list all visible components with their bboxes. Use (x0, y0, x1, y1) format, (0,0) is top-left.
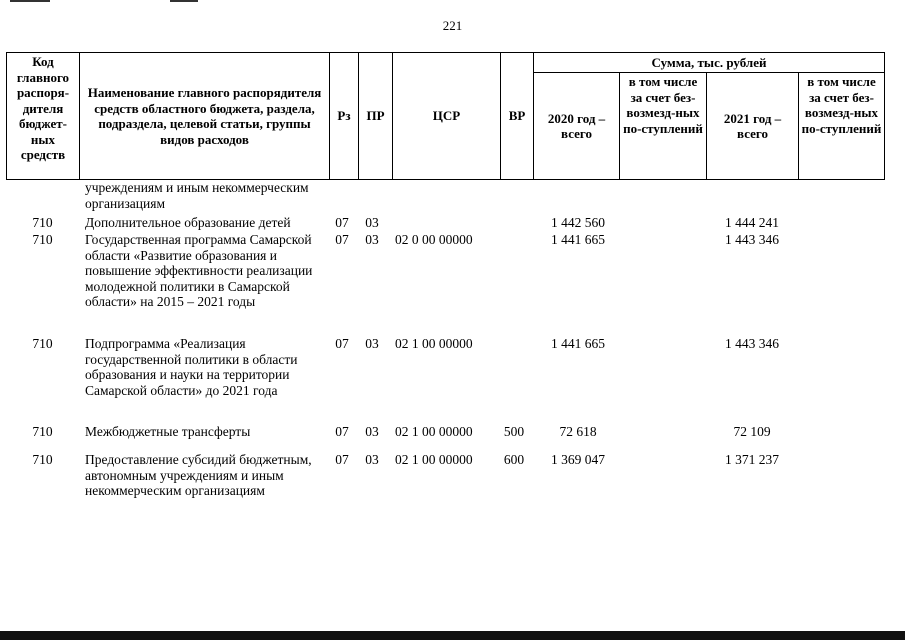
row-sum-2021: 1 444 241 (725, 215, 779, 230)
row-pr: 03 (365, 336, 379, 351)
header-2020-incl: в том числе за счет без-возмезд-ных по-ступлений (620, 73, 707, 180)
header-sum: Сумма, тыс. рублей (534, 53, 885, 73)
row-sum-2020: 1 441 665 (551, 232, 605, 247)
header-2021-total: 2021 год – всего (707, 73, 799, 180)
row-sum-2020: 72 618 (559, 424, 597, 439)
row-csr: 02 1 00 00000 (395, 452, 473, 467)
header-vr: ВР (501, 53, 534, 180)
row-pr: 03 (365, 232, 379, 247)
row-rz: 07 (335, 232, 349, 247)
header-pr: ПР (359, 53, 393, 180)
row-code: 710 (32, 215, 53, 230)
header-code: Код главного распоря-дителя бюджет-ных средств (7, 53, 80, 180)
page-number: 221 (442, 18, 463, 33)
row-sum-2020: 1 441 665 (551, 336, 605, 351)
row-vr: 500 (503, 424, 525, 439)
table-row (6, 180, 884, 215)
row-code: 710 (32, 452, 53, 467)
row-sum-2021: 1 443 346 (725, 336, 779, 351)
table-row (6, 215, 884, 232)
row-pr: 03 (365, 215, 379, 230)
row-sum-2021: 1 443 346 (725, 232, 779, 247)
row-sum-2020: 1 442 560 (551, 215, 605, 230)
header-2021-incl: в том числе за счет без-возмезд-ных по-ступлений (799, 73, 885, 180)
table-body (6, 180, 884, 518)
row-name: Межбюджетные трансферты (85, 424, 251, 439)
row-name: учреждениям и иным некоммерческим организациям (85, 180, 309, 211)
header-csr: ЦСР (393, 53, 501, 180)
table-row (6, 452, 884, 518)
row-pr: 03 (365, 452, 379, 467)
row-code: 710 (32, 232, 53, 247)
row-csr: 02 1 00 00000 (395, 336, 473, 351)
header-rz: Рз (330, 53, 359, 180)
table-row (6, 336, 884, 424)
row-name: Дополнительное образование детей (85, 215, 291, 230)
row-rz: 07 (335, 424, 349, 439)
row-code: 710 (32, 424, 53, 439)
table-header (6, 52, 885, 180)
row-name: Предоставление субсидий бюджетным, автономным учреждениям и иным некоммерческим организациям (85, 452, 312, 499)
row-vr: 600 (503, 452, 525, 467)
row-name: Подпрограмма «Реализация государственной политики в области образования и науки на территории Самарской области» до 2021 года (85, 336, 298, 398)
row-rz: 07 (335, 336, 349, 351)
header-2020-total: 2020 год – всего (534, 73, 620, 180)
row-rz: 07 (335, 452, 349, 467)
row-code: 710 (32, 336, 53, 351)
table-row (6, 232, 884, 336)
row-csr: 02 0 00 00000 (395, 232, 473, 247)
header-name: Наименование главного распорядителя средств областного бюджета, раздела, подраздела, целевой статьи, группы видов расходов (80, 53, 330, 180)
row-pr: 03 (365, 424, 379, 439)
row-sum-2021: 72 109 (733, 424, 771, 439)
row-csr: 02 1 00 00000 (395, 424, 473, 439)
row-rz: 07 (335, 215, 349, 230)
scan-artifact-top (10, 0, 200, 2)
table-row (6, 424, 884, 452)
row-sum-2020: 1 369 047 (551, 452, 605, 467)
row-sum-2021: 1 371 237 (725, 452, 779, 467)
row-name: Государственная программа Самарской области «Развитие образования и повышение эффективности реализации молодежной политики в Самарской области» на 2015 – 2021 годы (85, 232, 313, 310)
scan-artifact-bottom-bar (0, 631, 905, 640)
